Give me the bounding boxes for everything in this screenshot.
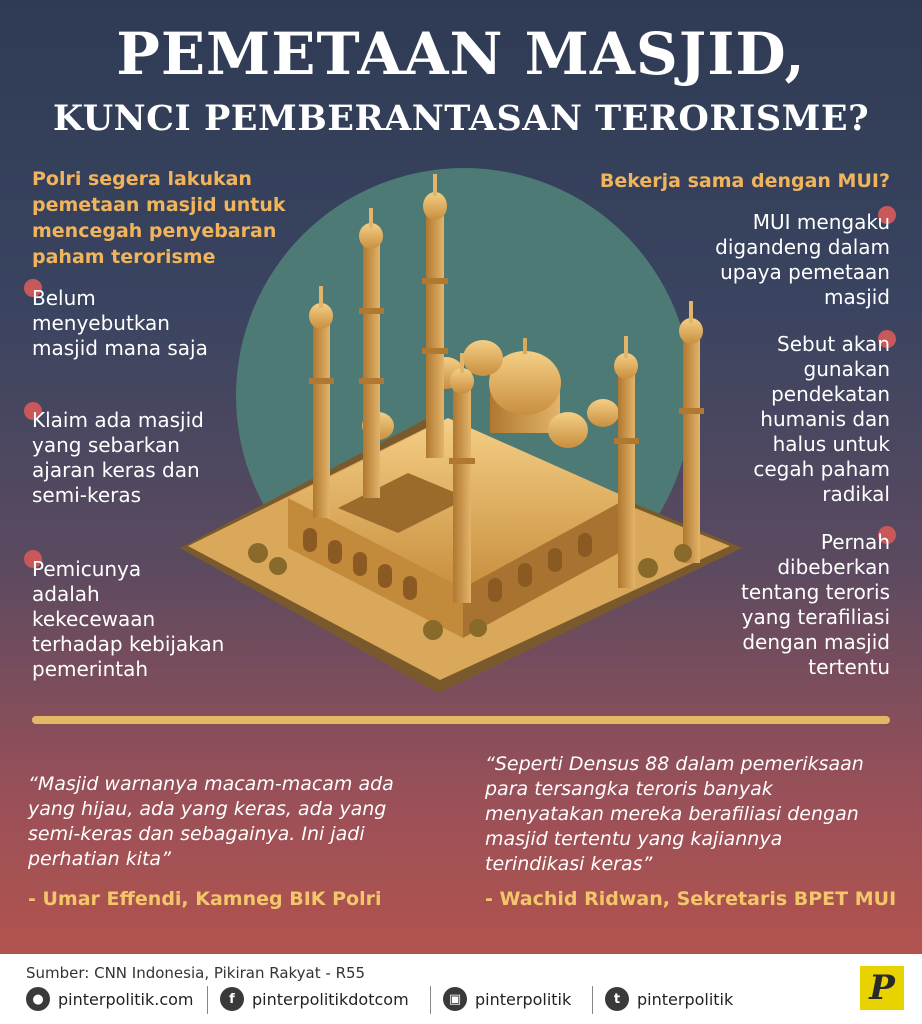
left-heading bbox=[32, 166, 286, 270]
footer bbox=[0, 954, 922, 1024]
instagram-icon: ▣ bbox=[443, 987, 467, 1011]
social-website[interactable] bbox=[26, 987, 194, 1011]
point-line: kekecewaan bbox=[32, 607, 156, 631]
point-line: humanis dan bbox=[760, 407, 890, 431]
left-point-3 bbox=[32, 557, 224, 682]
point-line: Belum bbox=[32, 286, 96, 310]
social-twitter[interactable] bbox=[605, 987, 733, 1011]
point-line: Sebut akan bbox=[777, 332, 890, 356]
point-line: radikal bbox=[822, 482, 890, 506]
quote-left-author: - Umar Effendi, Kamneg BIK Polri bbox=[28, 888, 382, 910]
quote-line: terindikasi keras” bbox=[485, 853, 653, 875]
quote-right-author: - Wachid Ridwan, Sekretaris BPET MUI bbox=[485, 888, 897, 910]
separator bbox=[592, 986, 593, 1014]
globe-icon: ● bbox=[26, 987, 50, 1011]
quote-line: yang hijau, ada yang keras, ada yang bbox=[28, 798, 387, 820]
point-line: ajaran keras dan bbox=[32, 458, 200, 482]
page-title: PEMETAAN MASJID, bbox=[116, 20, 806, 88]
right-point-2 bbox=[753, 332, 890, 507]
divider-line bbox=[32, 716, 890, 724]
point-line: tentang teroris bbox=[740, 580, 890, 604]
right-heading: Bekerja sama dengan MUI? bbox=[599, 170, 890, 192]
left-heading-line: paham terorisme bbox=[32, 246, 216, 268]
point-line: MUI mengaku bbox=[752, 210, 890, 234]
point-line: semi-keras bbox=[32, 483, 142, 507]
left-point-2 bbox=[32, 408, 204, 508]
source-text: Sumber: CNN Indonesia, Pikiran Rakyat - R55 bbox=[26, 964, 366, 982]
twitter-icon: t bbox=[605, 987, 629, 1011]
separator bbox=[207, 986, 208, 1014]
point-line: Pernah bbox=[820, 530, 890, 554]
point-line: menyebutkan bbox=[32, 311, 170, 335]
right-point-1 bbox=[715, 210, 890, 310]
point-line: Klaim ada masjid bbox=[32, 408, 204, 432]
point-line: halus untuk bbox=[772, 432, 890, 456]
page-subtitle: KUNCI PEMBERANTASAN TERORISME? bbox=[52, 98, 870, 139]
social-label: pinterpolitik.com bbox=[58, 989, 194, 1009]
social-instagram[interactable] bbox=[443, 987, 571, 1011]
point-line: gunakan bbox=[803, 357, 890, 381]
point-line: masjid mana saja bbox=[32, 336, 208, 360]
left-heading-line: pemetaan masjid untuk bbox=[32, 194, 286, 216]
quote-line: semi-keras dan sebagainya. Ini jadi bbox=[28, 823, 365, 845]
point-line: yang terafiliasi bbox=[741, 605, 890, 629]
quote-line: masjid tertentu yang kajiannya bbox=[485, 828, 783, 850]
left-point-1 bbox=[32, 286, 208, 361]
social-label: pinterpolitik bbox=[637, 989, 734, 1009]
right-point-3 bbox=[741, 530, 890, 680]
left-heading-line: Polri segera lakukan bbox=[32, 168, 252, 190]
quote-left bbox=[28, 772, 394, 872]
facebook-icon: f bbox=[220, 987, 244, 1011]
social-facebook[interactable] bbox=[220, 987, 409, 1011]
quote-right bbox=[485, 752, 864, 877]
quote-line: “Seperti Densus 88 dalam pemeriksaan bbox=[485, 753, 864, 775]
point-line: yang sebarkan bbox=[32, 433, 180, 457]
point-line: adalah bbox=[32, 582, 100, 606]
point-line: digandeng dalam bbox=[715, 235, 890, 259]
point-line: upaya pemetaan bbox=[720, 260, 890, 284]
quote-line: para tersangka teroris banyak bbox=[485, 778, 773, 800]
left-heading-line: mencegah penyebaran bbox=[32, 220, 277, 242]
quote-line: perhatian kita” bbox=[28, 848, 171, 870]
point-line: terhadap kebijakan bbox=[32, 632, 225, 656]
point-line: dengan masjid bbox=[742, 630, 890, 654]
pinterpolitik-logo: P bbox=[860, 966, 904, 1010]
point-line: Pemicunya bbox=[32, 557, 142, 581]
social-label: pinterpolitikdotcom bbox=[252, 989, 409, 1009]
point-line: cegah paham bbox=[753, 457, 890, 481]
point-line: pendekatan bbox=[771, 382, 890, 406]
point-line: tertentu bbox=[808, 655, 890, 679]
point-line: masjid bbox=[824, 285, 890, 309]
point-line: dibeberkan bbox=[777, 555, 890, 579]
quote-line: “Masjid warnanya macam-macam ada bbox=[28, 773, 394, 795]
point-line: pemerintah bbox=[32, 657, 149, 681]
social-label: pinterpolitik bbox=[475, 989, 572, 1009]
quote-line: menyatakan mereka berafiliasi dengan bbox=[485, 803, 859, 825]
separator bbox=[430, 986, 431, 1014]
